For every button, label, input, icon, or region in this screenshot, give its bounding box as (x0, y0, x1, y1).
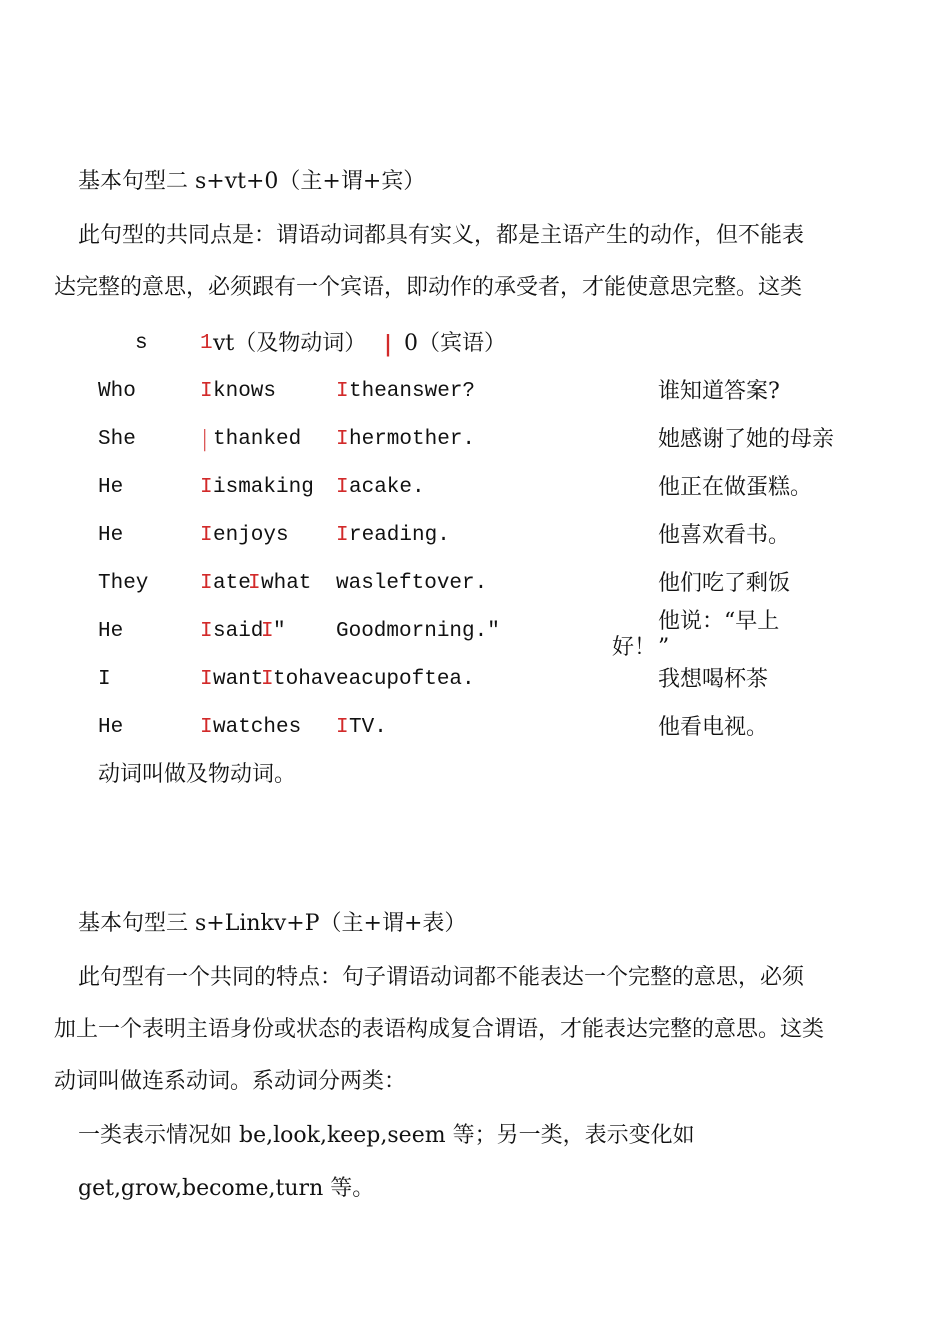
example-separator: I (200, 380, 213, 403)
schema-subject: s (135, 332, 148, 355)
example-separator: I (200, 524, 213, 547)
example-separator: I (200, 620, 213, 643)
schema-separator-1: 1 (200, 332, 213, 355)
example-verb: ismaking (213, 476, 314, 499)
example-subject: They (98, 572, 149, 595)
schema-separator-2: | (384, 331, 393, 357)
section3-paragraph-line1: 此句型有一个共同的特点：句子谓语动词都不能表达一个完整的意思，必须 (78, 965, 805, 990)
example-object: ″ (273, 620, 286, 643)
example-verb: want (213, 668, 264, 691)
example-object-continuation: wasleftover. (336, 572, 488, 595)
example-object: tohaveacupoftea. (273, 668, 475, 691)
example-separator: I (336, 428, 349, 451)
example-subject: He (98, 716, 124, 739)
example-separator: I (248, 572, 261, 595)
example-separator: I (336, 524, 349, 547)
example-subject: Who (98, 380, 136, 403)
section3-paragraph-line2: 加上一个表明主语身份或状态的表语构成复合谓语，才能表达完整的意思。这类 (54, 1017, 825, 1042)
section2-paragraph-tail: 动词叫做及物动词。 (98, 762, 297, 787)
example-separator: I (336, 476, 349, 499)
example-subject: She (98, 428, 136, 451)
example-separator: I (200, 716, 213, 739)
example-translation: 我想喝杯茶 (658, 667, 769, 692)
example-object-continuation: Goodmorning.″ (336, 620, 500, 643)
example-subject: He (98, 524, 124, 547)
example-translation: 他说：“早上 (658, 609, 780, 634)
example-object: theanswer? (349, 380, 476, 403)
example-translation: 他们吃了剩饭 (658, 571, 791, 596)
example-subject: He (98, 620, 124, 643)
example-translation: 他正在做蛋糕。 (658, 475, 813, 500)
example-object: TV. (349, 716, 387, 739)
example-verb: ate (213, 572, 251, 595)
example-translation-wrap: 好！ (612, 635, 657, 660)
example-subject: He (98, 476, 124, 499)
section2-paragraph-line1: 此句型的共同点是：谓语动词都具有实义，都是主语产生的动作，但不能表 (78, 223, 805, 248)
example-object: hermother. (349, 428, 476, 451)
schema-verb: vt（及物动词） (213, 331, 367, 356)
example-separator: I (200, 476, 213, 499)
section2-heading: 基本句型二 s+vt+0（主+谓+宾） (78, 169, 426, 194)
example-subject: I (98, 668, 111, 691)
example-separator: I (336, 716, 349, 739)
example-separator: I (200, 572, 213, 595)
example-translation: 她感谢了她的母亲 (658, 427, 835, 452)
example-separator: I (261, 620, 274, 643)
example-separator: | (201, 427, 209, 452)
example-verb: thanked (213, 428, 302, 451)
example-translation: 谁知道答案? (658, 379, 780, 404)
example-separator: I (336, 380, 349, 403)
schema-object: 0（宾语） (404, 331, 506, 356)
example-translation: 他看电视。 (658, 715, 769, 740)
example-translation: 他喜欢看书。 (658, 523, 791, 548)
example-object: reading. (349, 524, 450, 547)
example-translation-closing-quote: ” (658, 635, 670, 660)
example-separator: I (261, 668, 274, 691)
example-object: acake. (349, 476, 425, 499)
example-verb: watches (213, 716, 302, 739)
example-verb: enjoys (213, 524, 289, 547)
example-verb: knows (213, 380, 277, 403)
example-object: what (261, 572, 312, 595)
section3-paragraph-line3: 动词叫做连系动词。系动词分两类： (54, 1069, 407, 1094)
section3-paragraph-line5: get,grow,become,turn 等。 (78, 1176, 375, 1201)
section3-heading: 基本句型三 s+Linkv+P（主+谓+表） (78, 911, 467, 936)
section3-paragraph-line4: 一类表示情况如 be,look,keep,seem 等；另一类，表示变化如 (78, 1123, 695, 1148)
example-verb: said (213, 620, 264, 643)
section2-paragraph-line2: 达完整的意思，必须跟有一个宾语，即动作的承受者，才能使意思完整。这类 (54, 275, 803, 300)
example-separator: I (200, 668, 213, 691)
